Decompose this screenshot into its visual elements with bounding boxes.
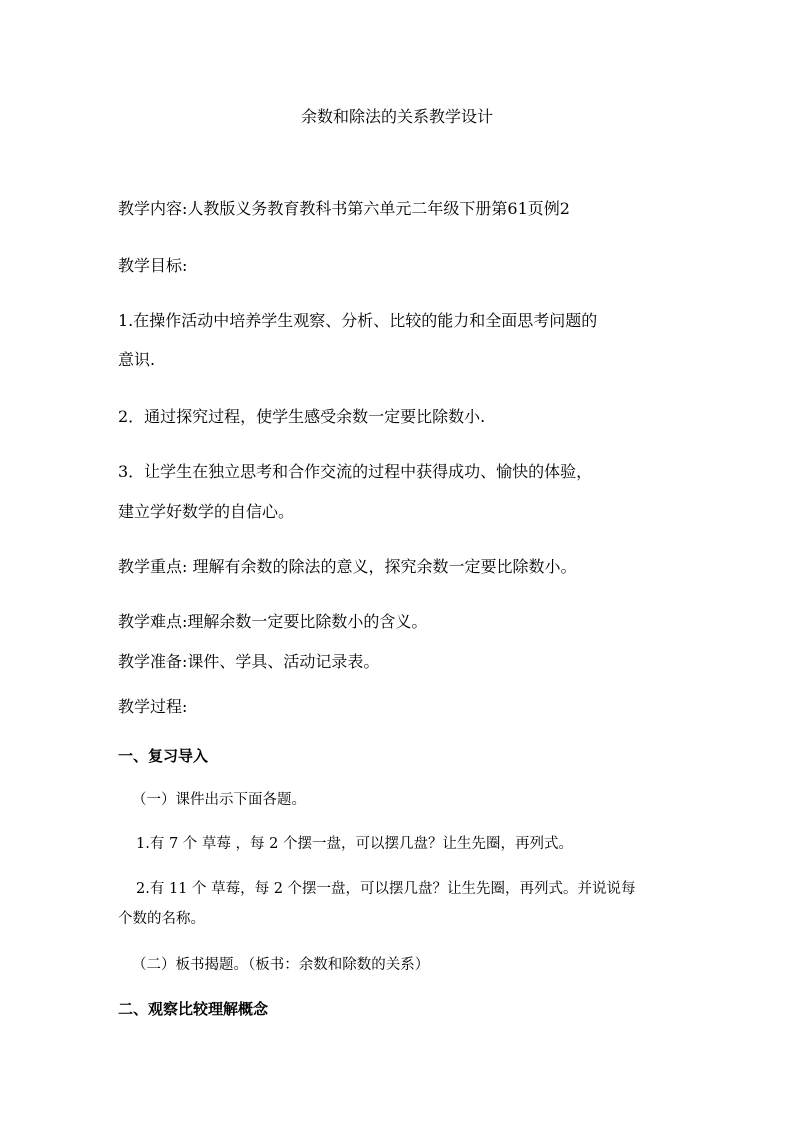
section-2-heading: 二、观察比较理解概念	[118, 1000, 269, 1018]
goals-heading: 教学目标:	[118, 256, 188, 275]
goal-2: 2．通过探究过程，使学生感受余数一定要比除数小.	[118, 407, 486, 426]
document-title: 余数和除法的关系教学设计	[300, 107, 493, 126]
question-2-line-2: 个数的名称。	[118, 911, 205, 927]
sub-section-1: （一）课件出示下面各题。	[132, 792, 306, 808]
goal-3-line-2: 建立学好数学的自信心。	[118, 502, 295, 521]
goal-1-line-1: 1.在操作活动中培养学生观察、分析、比较的能力和全面思考问题的	[118, 311, 598, 330]
sub-section-2: （二）板书揭题。（板书：余数和除数的关系）	[132, 957, 430, 973]
process-heading: 教学过程:	[118, 697, 188, 716]
question-1: 1.有 7 个 草莓 ，每 2 个摆一盘，可以摆几盘？让生先圈，再列式。	[136, 836, 573, 852]
goal-1-line-2: 意识.	[118, 350, 156, 369]
goal-3-line-1: 3．让学生在独立思考和合作交流的过程中获得成功、愉快的体验，	[118, 462, 593, 481]
key-point: 教学重点: 理解有余数的除法的意义，探究余数一定要比除数小。	[118, 557, 577, 576]
teaching-content: 教学内容:人教版义务教育教科书第六单元二年级下册第61页例2	[118, 199, 570, 218]
section-1-heading: 一、复习导入	[118, 747, 209, 765]
difficulty: 教学难点:理解余数一定要比除数小的含义。	[118, 612, 428, 631]
preparation: 教学准备:课件、学具、活动记录表。	[118, 652, 380, 671]
question-2-line-1: 2.有 11 个 草莓，每 2 个摆一盘，可以摆几盘？让生先圈，再列式。并说说每	[136, 881, 636, 897]
